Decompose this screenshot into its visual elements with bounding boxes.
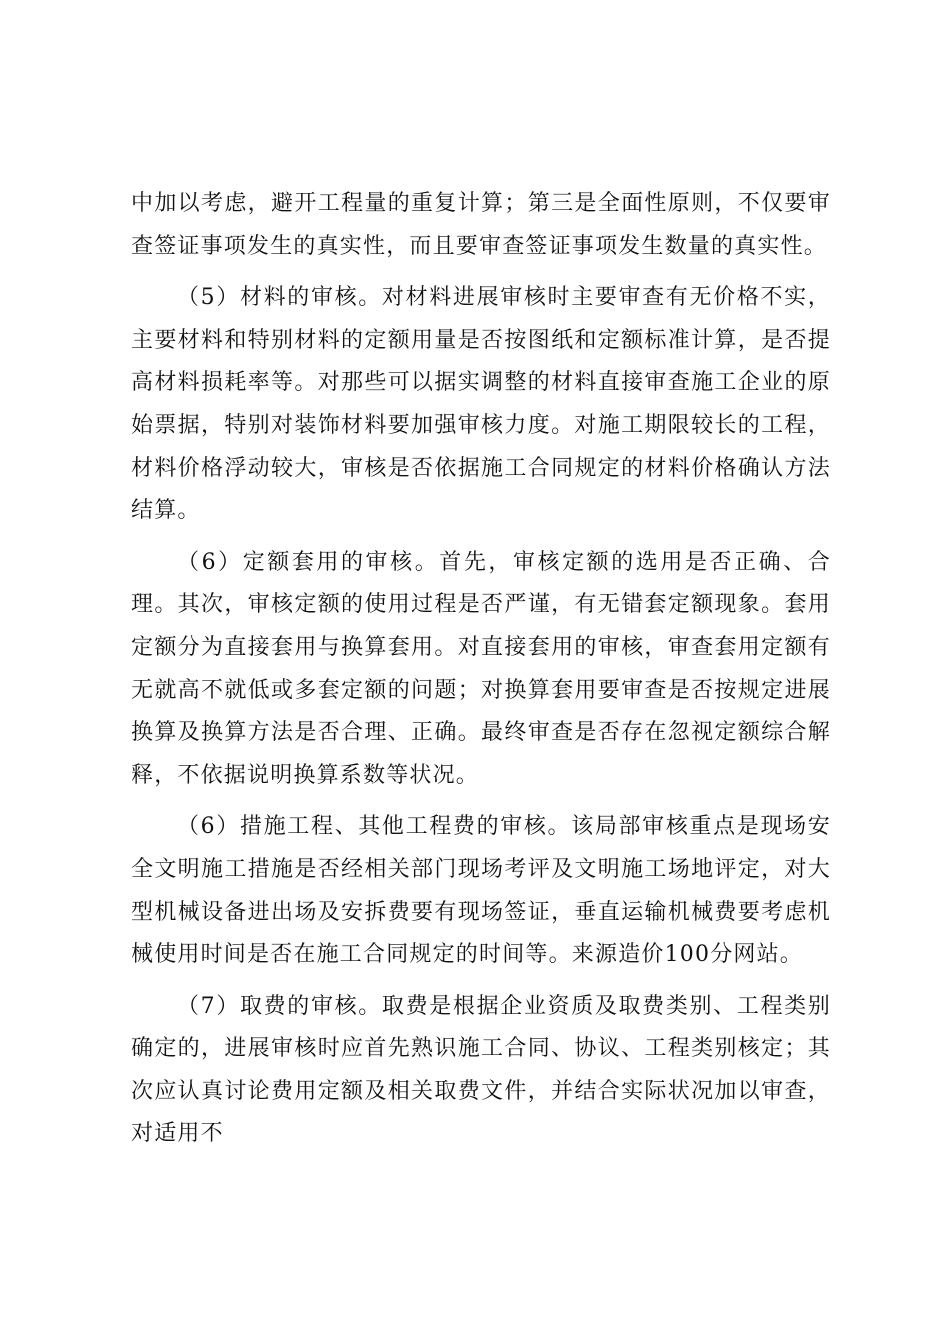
document-body — [131, 183, 831, 1165]
paragraph-continuation: 中加以考虑，避开工程量的重复计算；第三是全面性原则，不仅要审查签证事项发生的真实性，而且要审查签证事项发生数量的真实性。 — [131, 191, 831, 259]
paragraph-measures-review: （6）措施工程、其他工程费的审核。该局部审核重点是现场安全文明施工措施是否经相关部门现场考评及文明施工场地评定，对大型机械设备进出场及安拆费要有现场签证，垂直运输机械费要考虑机械使用时间是否在施工合同规定的时间等。来源造价100分网站。 — [131, 814, 831, 968]
paragraph-quota-review: （6）定额套用的审核。首先，审核定额的选用是否正确、合理。其次，审核定额的使用过程是否严谨，有无错套定额现象。套用定额分为直接套用与换算套用。对直接套用的审核，审查套用定额有无就高不就低或多套定额的问题；对换算套用要审查是否按规定进展换算及换算方法是否合理、正确。最终审查是否存在忽视定额综合解释，不依据说明换算系数等状况。 — [131, 549, 831, 788]
paragraph-fee-review: （7）取费的审核。取费是根据企业资质及取费类别、工程类别确定的，进展审核时应首先熟识施工合同、协议、工程类别核定；其次应认真讨论费用定额及相关取费文件，并结合实际状况加以审查，对适用不 — [131, 993, 831, 1147]
paragraph-material-review: （5）材料的审核。对材料进展审核时主要审查有无价格不实，主要材料和特别材料的定额用量是否按图纸和定额标准计算，是否提高材料损耗率等。对那些可以据实调整的材料直接审查施工企业的原始票据，特别对装饰材料要加强审核力度。对施工期限较长的工程，材料价格浮动较大，审核是否依据施工合同规定的材料价格确认方法结算。 — [131, 285, 831, 524]
